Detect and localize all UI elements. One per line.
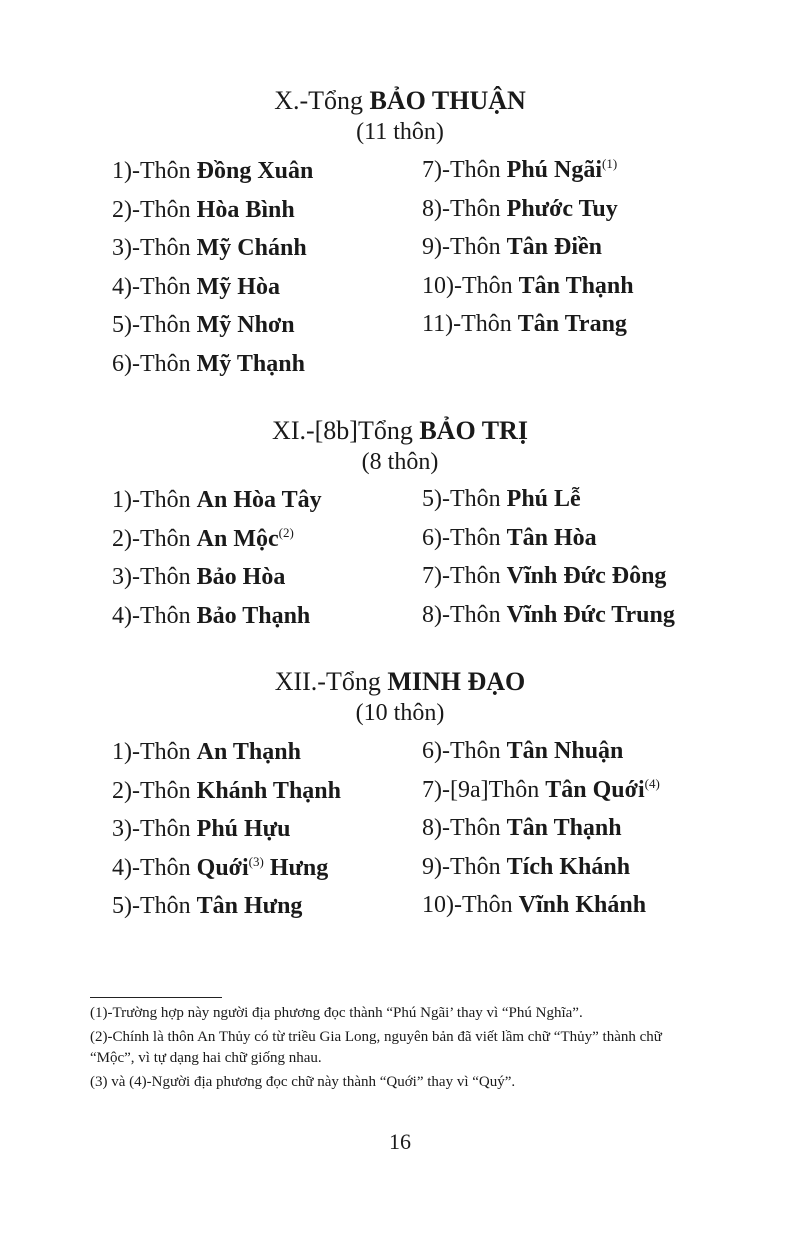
- village-name: Mỹ Chánh: [196, 235, 307, 262]
- page-number: 16: [389, 1129, 411, 1154]
- item-prefix: 1)-Thôn: [112, 739, 197, 765]
- footnote: (3) và (4)-Người địa phương đọc chữ này thành “Quới” thay vì “Quý”.: [90, 1073, 516, 1090]
- village-name: Quới: [196, 854, 249, 881]
- village-name: Hòa Bình: [196, 196, 295, 223]
- village-name: Bảo Thạnh: [196, 602, 311, 629]
- footnote-divider: [90, 997, 222, 998]
- village-name: Tích Khánh: [506, 853, 631, 880]
- section-title: [0, 416, 800, 446]
- village-name: Phước Tuy: [506, 195, 618, 222]
- item-prefix: 1)-Thôn: [112, 487, 197, 513]
- village-name: Tân Nhuận: [506, 738, 624, 764]
- footnote: (2)-Chính là thôn An Thủy có từ triều Gia Long, nguyên bản đã viết lầm chữ “Thủy” thành chữ “Mộc”, vì tự dạng hai chữ giống nhau.: [90, 1028, 662, 1066]
- village-name: Tân Trang: [517, 311, 627, 338]
- footnote-ref: (3): [248, 853, 264, 869]
- list-item: [422, 480, 675, 519]
- village-name: Tân Hưng: [196, 893, 303, 920]
- list-item: [422, 519, 675, 558]
- item-prefix: 5)-Thôn: [422, 486, 507, 512]
- item-prefix: 8)-Thôn: [422, 815, 507, 842]
- list-item: [422, 557, 675, 596]
- list-item: [422, 732, 660, 771]
- list-item: [422, 267, 634, 306]
- item-prefix: 11)-Thôn: [422, 311, 518, 338]
- item-prefix: 2)-Thôn: [112, 196, 197, 223]
- village-list-left: [112, 481, 322, 635]
- village-name: Vĩnh Khánh: [518, 892, 647, 919]
- item-prefix: 5)-Thôn: [112, 312, 197, 339]
- list-item: [422, 809, 660, 848]
- village-list-right: [422, 151, 634, 344]
- list-item: [112, 772, 341, 811]
- title-name: MINH ĐẠO: [387, 667, 526, 696]
- item-prefix: 9)-Thôn: [422, 234, 507, 261]
- item-prefix: 4)-Thôn: [112, 602, 197, 629]
- item-prefix: 6)-Thôn: [422, 738, 507, 764]
- footnote-ref: (1): [602, 156, 618, 171]
- village-list-right: [422, 732, 660, 925]
- village-name: Tân Quới: [545, 776, 645, 803]
- footnote-ref: (4): [644, 775, 660, 791]
- item-prefix: 3)-Thôn: [112, 564, 197, 591]
- item-prefix: 10)-Thôn: [422, 892, 519, 919]
- list-item: [422, 886, 660, 925]
- list-item: [112, 191, 313, 230]
- list-item: [422, 228, 634, 267]
- footnote: (1)-Trường hợp này người địa phương đọc thành “Phú Ngãi’ thay vì “Phú Nghĩa”.: [90, 1005, 583, 1021]
- village-name: Mỹ Thạnh: [196, 350, 305, 377]
- section-title: [0, 667, 800, 697]
- village-name: Phú Lễ: [506, 486, 581, 512]
- item-prefix: 7)-Thôn: [422, 563, 507, 590]
- list-item: [112, 849, 341, 888]
- item-prefix: 1)-Thôn: [112, 158, 197, 184]
- list-item: [422, 771, 660, 810]
- village-name: Mỹ Nhơn: [196, 312, 295, 339]
- village-name-suffix: Hưng: [263, 854, 329, 881]
- list-item: [422, 596, 675, 635]
- list-item: [112, 810, 341, 849]
- item-prefix: 3)-Thôn: [112, 816, 197, 843]
- list-item: [422, 190, 634, 229]
- footnotes: [90, 1003, 710, 1095]
- village-name: Phú Hựu: [196, 816, 291, 843]
- village-name: An Thạnh: [196, 739, 301, 765]
- item-prefix: 7)-Thôn: [422, 157, 507, 183]
- village-name: Bảo Hòa: [196, 564, 286, 591]
- list-item: [112, 733, 341, 772]
- item-prefix: 8)-Thôn: [422, 195, 507, 222]
- village-name: Vĩnh Đức Đông: [506, 563, 667, 590]
- section-count: (8 thôn): [361, 449, 439, 475]
- village-name: Khánh Thạnh: [196, 777, 341, 804]
- village-name: Đồng Xuân: [196, 158, 314, 184]
- village-name: An Mộc: [196, 525, 279, 552]
- item-prefix: 6)-Thôn: [422, 524, 507, 551]
- village-name: Tân Thạnh: [506, 815, 622, 842]
- title-prefix: XI.-[8b]Tổng: [272, 416, 420, 445]
- list-item: [112, 345, 313, 384]
- list-item: [112, 887, 341, 926]
- item-prefix: 9)-Thôn: [422, 853, 507, 880]
- section-title: [0, 86, 800, 116]
- list-item: [112, 152, 313, 191]
- item-prefix: 4)-Thôn: [112, 273, 197, 300]
- village-name: Phú Ngãi: [506, 157, 603, 183]
- title-name: BẢO THUẬN: [369, 86, 526, 115]
- title-prefix: XII.-Tổng: [274, 667, 388, 696]
- item-prefix: 8)-Thôn: [422, 601, 507, 628]
- village-list-left: [112, 152, 313, 384]
- item-prefix: 3)-Thôn: [112, 235, 197, 262]
- list-item: [112, 597, 322, 636]
- section-count: (10 thôn): [355, 700, 445, 726]
- item-prefix: 4)-Thôn: [112, 854, 197, 881]
- list-item: [112, 229, 313, 268]
- footnote-ref: (2): [278, 524, 294, 540]
- village-list-left: [112, 733, 341, 926]
- village-name: Tân Hòa: [506, 524, 597, 551]
- list-item: [422, 151, 634, 190]
- item-prefix: 7)-[9a]Thôn: [422, 776, 546, 803]
- village-name: An Hòa Tây: [196, 487, 322, 513]
- list-item: [112, 558, 322, 597]
- item-prefix: 2)-Thôn: [112, 525, 197, 552]
- item-prefix: 10)-Thôn: [422, 272, 519, 299]
- list-item: [422, 305, 634, 344]
- village-name: Vĩnh Đức Trung: [506, 601, 675, 628]
- title-prefix: X.-Tổng: [274, 86, 370, 115]
- list-item: [112, 481, 322, 520]
- list-item: [422, 848, 660, 887]
- village-name: Tân Điền: [506, 234, 603, 261]
- village-list-right: [422, 480, 675, 634]
- village-name: Mỹ Hòa: [196, 273, 280, 300]
- list-item: [112, 268, 313, 307]
- title-name: BẢO TRỊ: [419, 416, 528, 445]
- section-count: (11 thôn): [356, 119, 444, 145]
- list-item: [112, 520, 322, 559]
- item-prefix: 5)-Thôn: [112, 893, 197, 920]
- item-prefix: 6)-Thôn: [112, 350, 197, 377]
- item-prefix: 2)-Thôn: [112, 777, 197, 804]
- village-name: Tân Thạnh: [518, 272, 634, 299]
- list-item: [112, 306, 313, 345]
